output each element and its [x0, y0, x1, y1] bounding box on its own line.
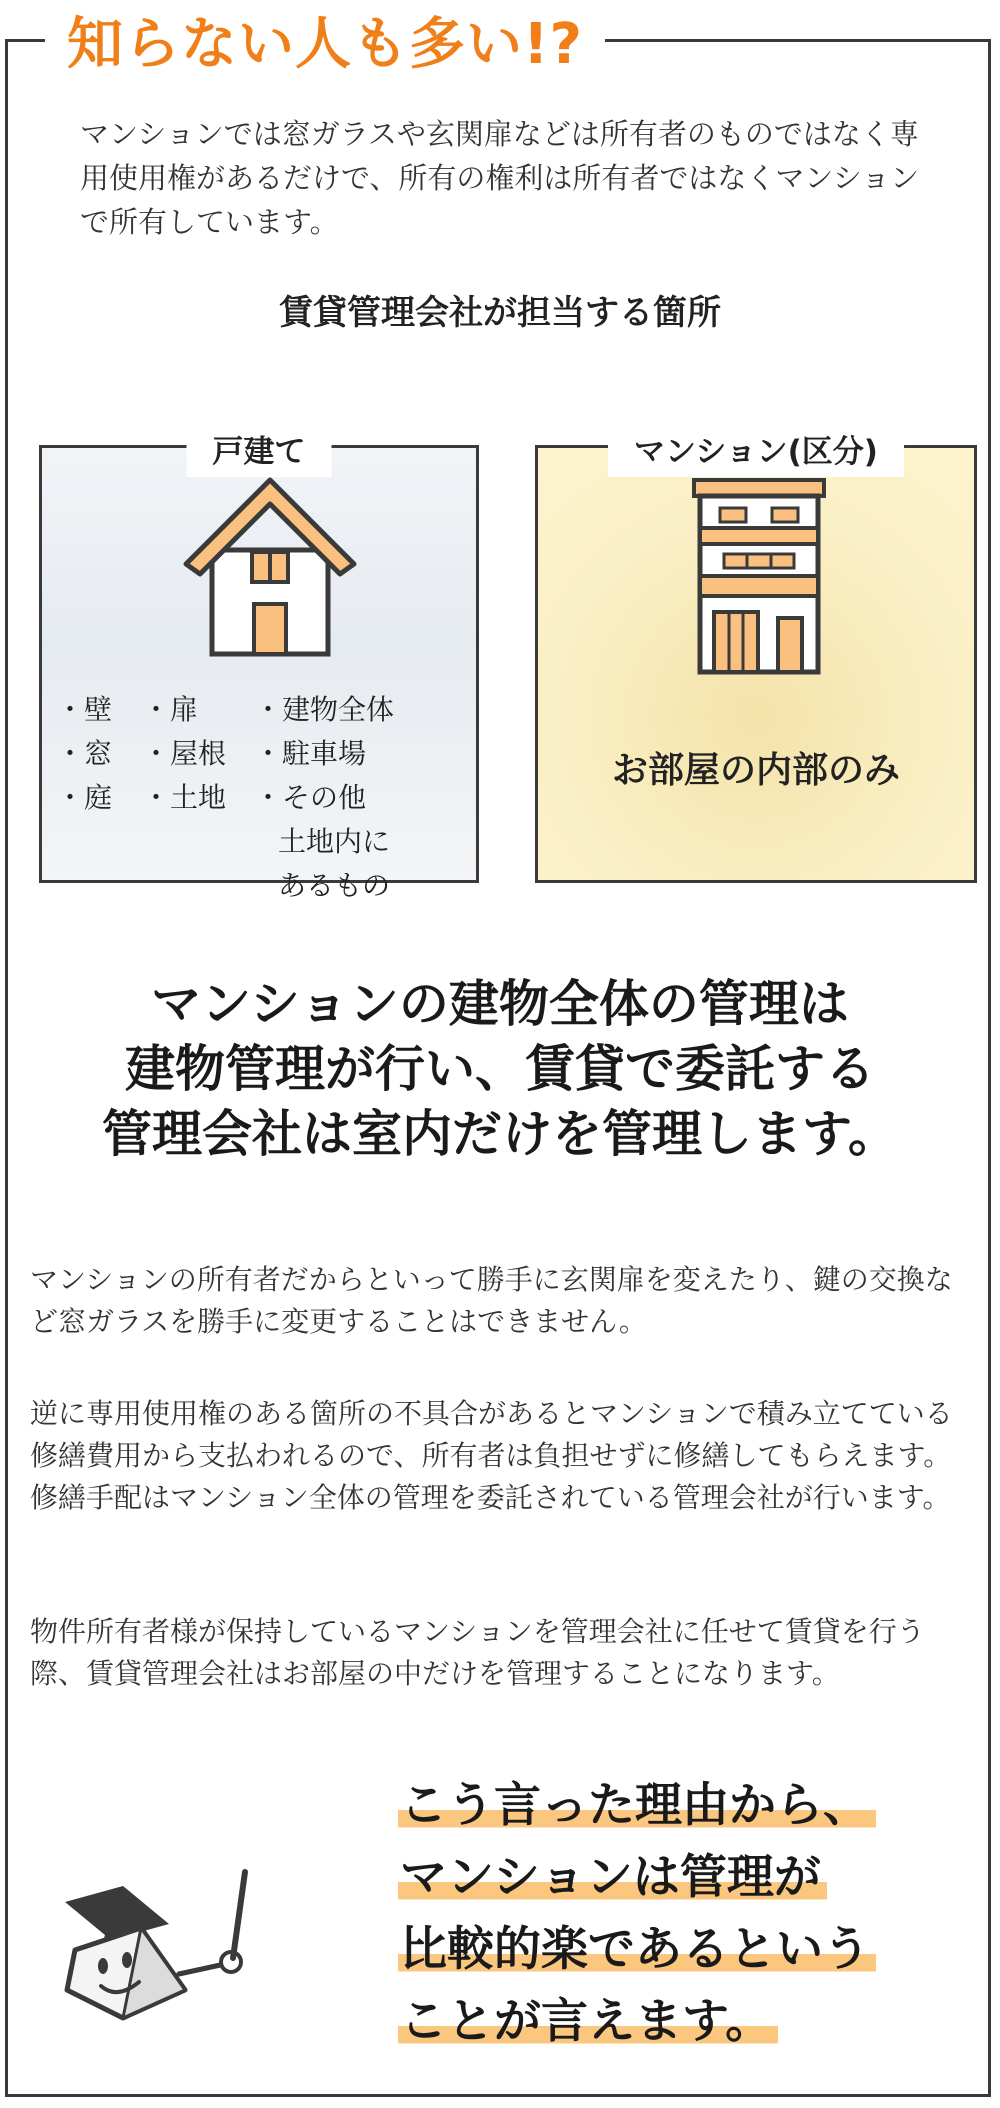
detached-list-col1: [56, 688, 112, 820]
list-item: ・駐車場: [254, 737, 367, 770]
key-statement-line: 建物管理が行い、賃貸で委託する: [125, 1040, 875, 1098]
paragraph-2: 逆に専用使用権のある箇所の不具合があるとマンションで積み立てている修繕費用から支払われるので、所有者は負担せずに修繕してもらえます。修繕手配はマンション全体の管理を委託されている管理会社が行います。: [30, 1397, 953, 1514]
section-heading: 賃貸管理会社が担当する箇所: [279, 293, 721, 333]
list-item: ・建物全体: [254, 693, 395, 726]
conclusion: [398, 1770, 876, 2058]
detached-house-label: 戸建て: [187, 420, 332, 477]
page-title: 知らない人も多い!?: [67, 12, 584, 77]
apartment-building-icon: [684, 478, 834, 678]
condo-label: マンション(区分): [608, 420, 904, 477]
conclusion-line: マンションは管理が: [398, 1850, 827, 1905]
paragraph-1: マンションの所有者だからといって勝手に玄関扉を変えたり、鍵の交換など窓ガラスを勝手に変更することはできません。: [30, 1263, 953, 1338]
title-box: [45, 0, 605, 80]
condo-card: [535, 434, 977, 883]
condo-coverage-text: お部屋の内部のみ: [611, 750, 900, 791]
key-statement: [0, 972, 1000, 1167]
list-item-continuation: 土地内に: [278, 825, 391, 858]
list-item: ・扉: [142, 693, 199, 726]
key-statement-line: マンションの建物全体の管理は: [151, 975, 849, 1033]
list-item: ・壁: [56, 693, 113, 726]
house-icon: [180, 474, 360, 664]
conclusion-line: 比較的楽であるという: [398, 1922, 876, 1977]
list-item: ・窓: [56, 737, 113, 770]
detached-house-card: [39, 434, 479, 902]
list-item: ・その他: [254, 781, 367, 814]
paragraph-3: 物件所有者様が保持しているマンションを管理会社に任せて賃貸を行う際、賃貸管理会社はお部屋の中だけを管理することになります。: [30, 1615, 925, 1690]
conclusion-line: ことが言えます。: [398, 1994, 778, 2049]
list-item: ・庭: [56, 781, 113, 814]
intro-text: マンションでは窓ガラスや玄関扉などは所有者のものではなく専用使用権があるだけで、所有の権利は所有者ではなくマンションで所有しています。: [80, 117, 920, 239]
graduate-cube-mascot-with-pointer-icon: [45, 1840, 305, 2030]
list-item-continuation: あるもの: [278, 869, 391, 902]
detached-list-col3: [254, 688, 394, 908]
list-item: ・土地: [142, 781, 227, 814]
list-item: ・屋根: [142, 737, 227, 770]
key-statement-line: 管理会社は室内だけを管理します。: [102, 1105, 898, 1163]
conclusion-line: こう言った理由から、: [398, 1778, 876, 1833]
detached-list-col2: [142, 688, 226, 820]
